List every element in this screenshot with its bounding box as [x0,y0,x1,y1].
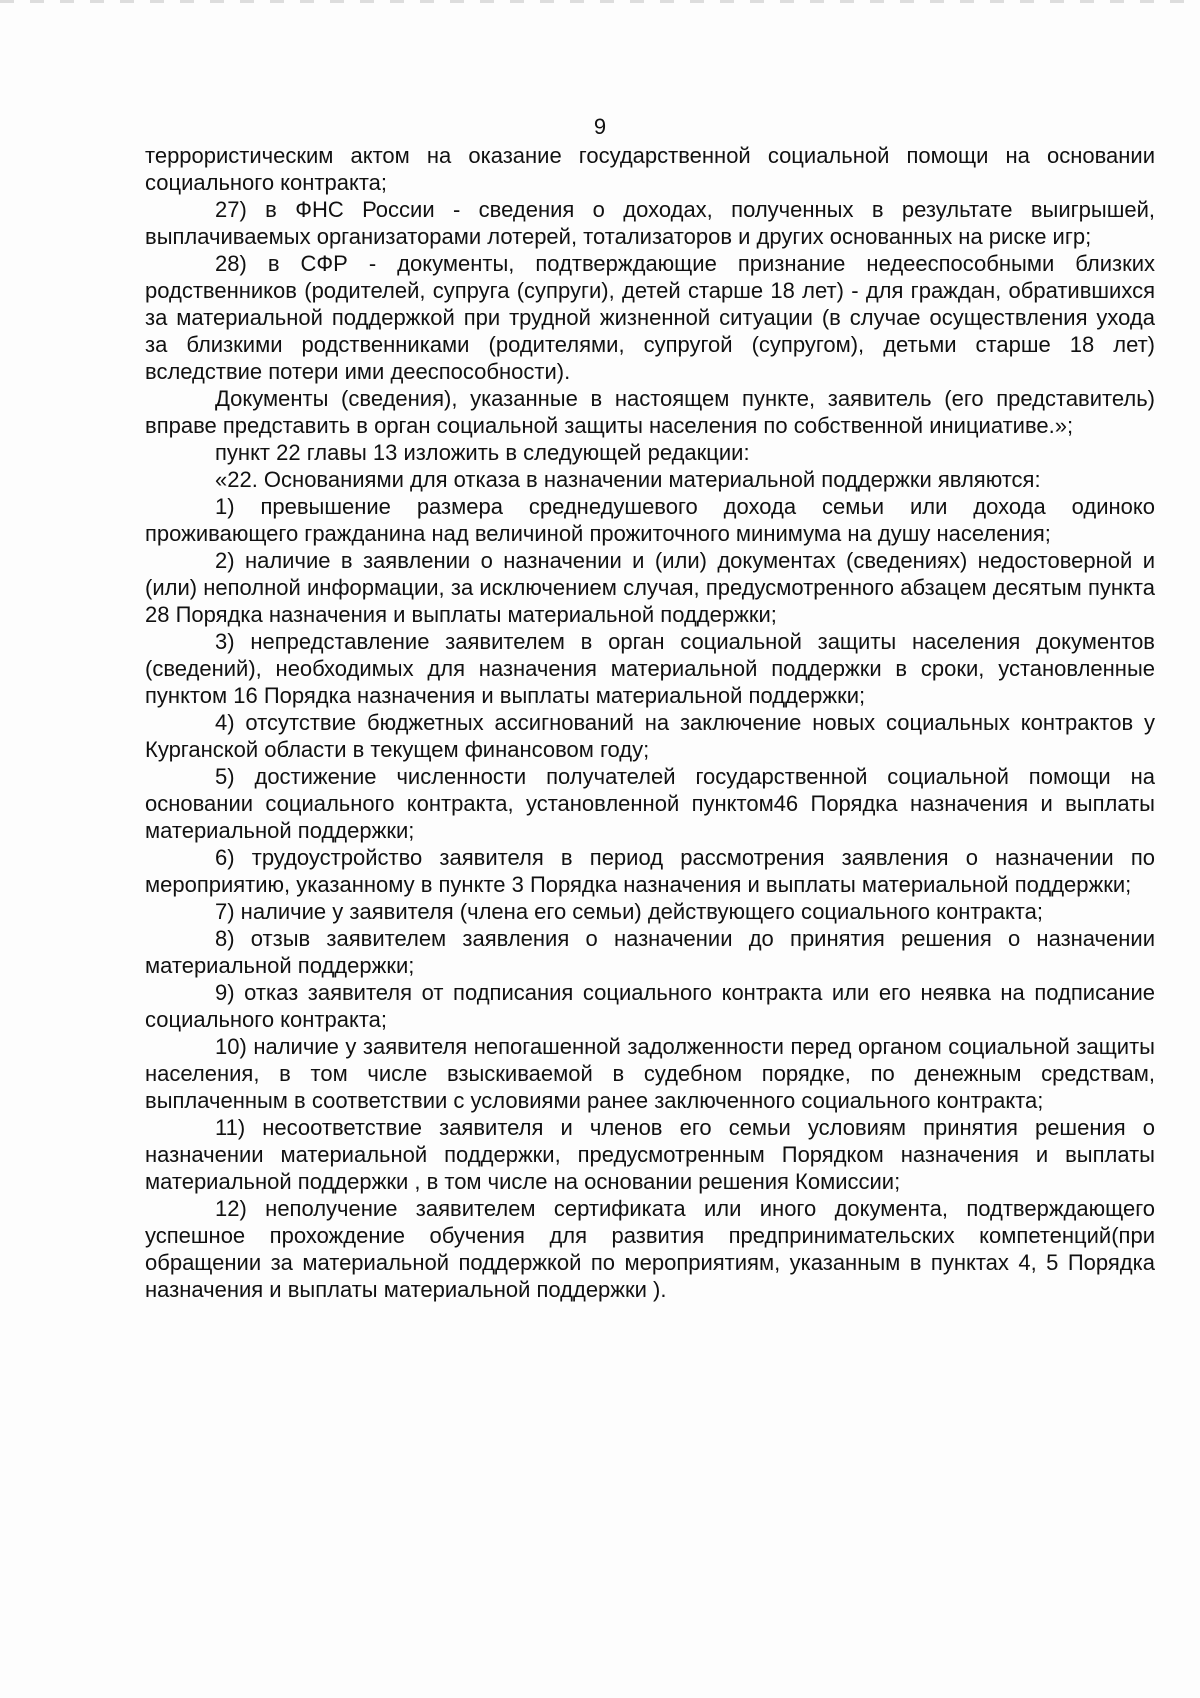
scan-artifact-top [0,0,1200,3]
page-number: 9 [593,114,607,139]
paragraph-clause-22: «22. Основаниями для отказа в назначении материальной поддержки являются: [215,467,1041,492]
paragraph-item-28: 28) в СФР - документы, подтверждающие признание недееспособными близких родственников (родителей, супруга (супруги), детей старше 18 лет) - для граждан, обратившихся за материальной поддержкой при трудной жизненной ситуации (в случае осуществления ухода за близкими родственниками (родителями, супругой (супругом), детьми старше 18 лет) вследствие потери ими дееспособности). [145,251,1155,384]
paragraph-reason-3: 3) непредставление заявителем в орган социальной защиты населения документов (сведений), необходимых для назначения материальной поддержки в сроки, установленные пунктом 16 Порядка назначения и выплаты материальной поддержки; [145,629,1155,708]
paragraph-reason-11: 11) несоответствие заявителя и членов его семьи условиям принятия решения о назначении материальной поддержки, предусмотренным Порядком назначения и выплаты материальной поддержки , в том числе на основании решения Комиссии; [145,1115,1155,1194]
paragraph-reason-7: 7) наличие у заявителя (члена его семьи) действующего социального контракта; [215,899,1043,924]
paragraph-item-27: 27) в ФНС России - сведения о доходах, полученных в результате выигрышей, выплачиваемых организаторами лотерей, тотализаторов и других основанных на риске игр; [145,197,1155,249]
paragraph-continuation: террористическим актом на оказание государственной социальной помощи на основании социального контракта; [145,143,1155,195]
paragraph-reason-6: 6) трудоустройство заявителя в период рассмотрения заявления о назначении по мероприятию, указанному в пункте 3 Порядка назначения и выплаты материальной поддержки; [145,845,1155,897]
paragraph-reason-12: 12) неполучение заявителем сертификата или иного документа, подтверждающего успешное прохождение обучения для развития предпринимательских компетенций(при обращении за материальной поддержкой по мероприятиям, указанным в пунктах 4, 5 Порядка назначения и выплаты материальной поддержки ). [145,1196,1155,1302]
paragraph-reason-4: 4) отсутствие бюджетных ассигнований на заключение новых социальных контрактов у Курганской области в текущем финансовом году; [145,710,1155,762]
paragraph-reason-8: 8) отзыв заявителем заявления о назначении до принятия решения о назначении материальной поддержки; [145,926,1155,978]
paragraph-reason-5: 5) достижение численности получателей государственной социальной помощи на основании социального контракта, установленной пунктом46 Порядка назначения и выплаты материальной поддержки; [145,764,1155,843]
document-body [145,142,1155,1303]
paragraph-reason-1: 1) превышение размера среднедушевого дохода семьи или дохода одиноко проживающего гражданина над величиной прожиточного минимума на душу населения; [145,494,1155,546]
paragraph-reason-10: 10) наличие у заявителя непогашенной задолженности перед органом социальной защиты населения, в том числе взыскиваемой в судебном порядке, по денежным средствам, выплаченным в соответствии с условиями ранее заключенного социального контракта; [145,1034,1155,1113]
paragraph-reason-9: 9) отказ заявителя от подписания социального контракта или его неявка на подписание социального контракта; [145,980,1155,1032]
paragraph-amendment-intro: пункт 22 главы 13 изложить в следующей редакции: [215,440,750,465]
paragraph-reason-2: 2) наличие в заявлении о назначении и (или) документах (сведениях) недостоверной и (или) неполной информации, за исключением случая, предусмотренного абзацем десятым пункта 28 Порядка назначения и выплаты материальной поддержки; [145,548,1155,627]
paragraph-documents-note: Документы (сведения), указанные в настоящем пункте, заявитель (его представитель) вправе представить в орган социальной защиты населения по собственной инициативе.»; [145,386,1155,438]
